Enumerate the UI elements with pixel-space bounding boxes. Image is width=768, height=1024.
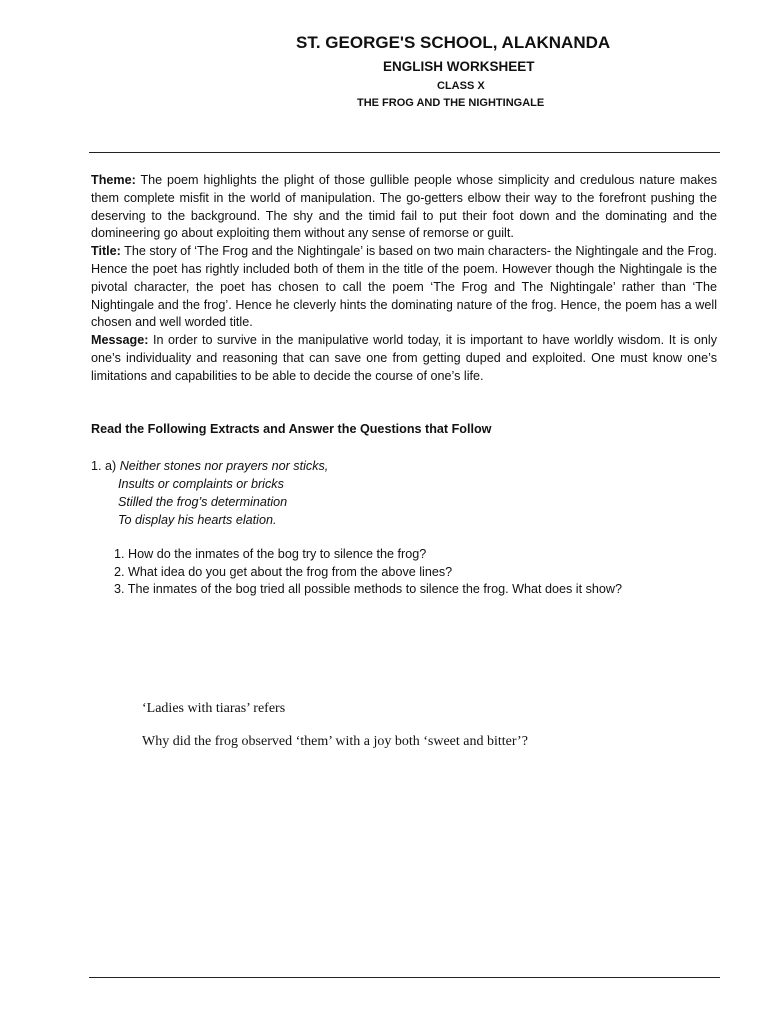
message-paragraph	[91, 332, 717, 385]
worksheet-subject: ENGLISH WORKSHEET	[383, 59, 535, 74]
title-text: The story of ‘The Frog and the Nightingale’ is based on two main characters- the Nightingale and the Frog. Hence the poet has rightly included both of them in the title of the poem. However though the Nightingale is the pivotal character, the poet has chosen to call the poem ‘The Frog and The Nightingale’ rather than ‘The Nightingale and the frog’. Hence he cleverly hints the dominating nature of the frog. Hence, the poem has a well chosen and well worded title.	[91, 244, 717, 330]
footer-divider	[89, 977, 720, 978]
title-label: Title:	[91, 244, 121, 259]
extract-verse: Neither stones nor prayers nor sticks,	[119, 459, 329, 473]
extract-line	[91, 457, 328, 475]
sweet-bitter-question: Why did the frog observed ‘them’ with a joy both ‘sweet and bitter’?	[142, 734, 528, 749]
introduction-section	[91, 172, 717, 386]
header-divider	[89, 152, 720, 153]
message-label: Message:	[91, 333, 149, 348]
extract-verse: Stilled the frog’s determination	[118, 495, 288, 509]
extract-instructions-heading: Read the Following Extracts and Answer the Questions that Follow	[91, 422, 492, 436]
theme-paragraph	[91, 172, 717, 243]
question-item: 1. How do the inmates of the bog try to silence the frog?	[114, 547, 427, 561]
ladies-tiaras-prompt: ‘Ladies with tiaras’ refers	[142, 701, 286, 716]
extract-line	[91, 475, 328, 493]
extract-line	[91, 493, 328, 511]
extract-number: 1. a)	[91, 459, 120, 473]
worksheet-header	[0, 0, 768, 150]
poem-title: THE FROG AND THE NIGHTINGALE	[357, 97, 545, 109]
theme-text: The poem highlights the plight of those gullible people whose simplicity and credulous nature makes them complete misfit in the world of manipulation. The go-getters elbow their way to the forefront pushing the deserving to the background. The shy and the timid fail to put their foot down and the dominating and the domineering go about exploiting them without any sense of remorse or guilt.	[91, 173, 717, 241]
message-text: In order to survive in the manipulative world today, it is important to have worldly wisdom. It is only one’s individuality and reasoning that can save one from getting duped and exploited. One must know one’s limitations and capabilities to be able to decide the course of one’s life.	[91, 333, 717, 383]
school-name: ST. GEORGE'S SCHOOL, ALAKNANDA	[296, 33, 611, 52]
extract-verse: To display his hearts elation.	[118, 513, 277, 527]
theme-label: Theme:	[91, 173, 136, 187]
extract-line	[91, 511, 328, 529]
question-list	[114, 546, 622, 599]
poem-extract	[91, 457, 328, 529]
class-label: CLASS X	[437, 80, 485, 92]
title-paragraph	[91, 243, 717, 332]
extract-verse: Insults or complaints or bricks	[118, 477, 284, 491]
question-item: 2. What idea do you get about the frog from the above lines?	[114, 564, 453, 579]
question-item: 3. The inmates of the bog tried all possible methods to silence the frog. What does it show?	[114, 582, 622, 597]
